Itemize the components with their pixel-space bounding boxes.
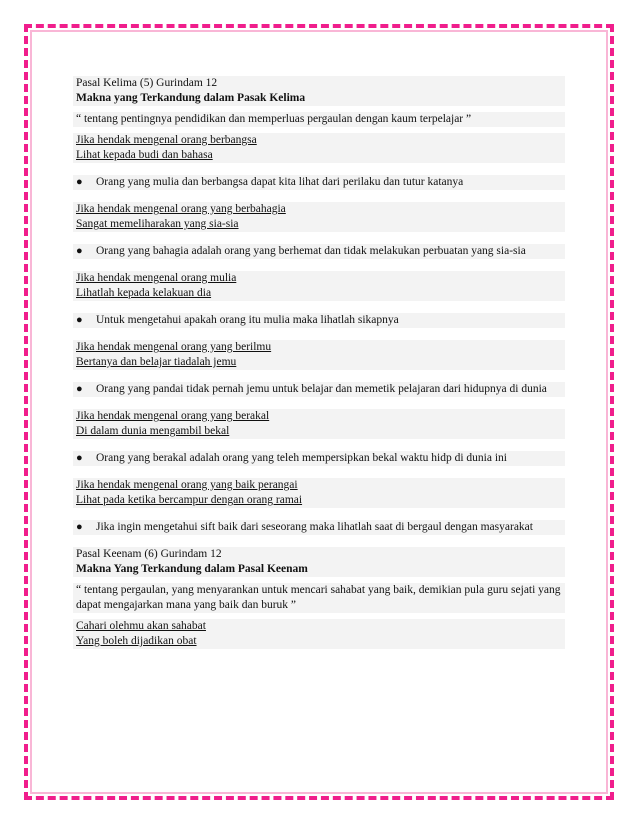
meaning-text: Orang yang mulia dan berbangsa dapat kita lihat dari perilaku dan tutur katanya [96, 176, 464, 188]
bullet-icon: ● [76, 314, 83, 326]
meaning-bullet [73, 313, 565, 328]
section2-title: Makna Yang Terkandung dalam Pasal Keenam [73, 562, 565, 577]
verse-line-1: Jika hendak mengenal orang yang berbahagia [73, 202, 565, 217]
section1-title: Makna yang Terkandung dalam Pasak Kelima [73, 91, 565, 106]
bullet-icon: ● [76, 176, 83, 188]
verse-line-1: Jika hendak mengenal orang mulia [73, 271, 565, 286]
section2-header: Pasal Keenam (6) Gurindam 12 [73, 547, 565, 562]
verse-line-2: Di dalam dunia mengambil bekal [73, 424, 565, 439]
meaning-bullet [73, 451, 565, 466]
meaning-text: Orang yang bahagia adalah orang yang berhemat dan tidak melakukan perbuatan yang sia-sia [96, 245, 526, 257]
verse-line-2: Lihatlah kepada kelakuan dia [73, 286, 565, 301]
verse-line-2: Sangat memeliharakan yang sia-sia [73, 217, 565, 232]
meaning-text: Orang yang pandai tidak pernah jemu untuk belajar dan memetik pelajaran dari hidupnya di dunia [96, 383, 547, 395]
meaning-text: Untuk mengetahui apakah orang itu mulia maka lihatlah sikapnya [96, 314, 399, 326]
verse-line-1: Jika hendak mengenal orang yang berilmu [73, 340, 565, 355]
verse-line-2: Lihat pada ketika bercampur dengan orang ramai [73, 493, 565, 508]
section2-quote: “ tentang pergaulan, yang menyarankan untuk mencari sahabat yang baik, demikian pula guru sejati yang dapat mengajarkan mana yang baik dan buruk ” [73, 583, 565, 613]
section1-quote: “ tentang pentingnya pendidikan dan memperluas pergaulan dengan kaum terpelajar ” [73, 112, 565, 127]
verse-line-2: Lihat kepada budi dan bahasa [73, 148, 565, 163]
document-body [73, 76, 565, 649]
verse-line-1: Jika hendak mengenal orang yang baik perangai [73, 478, 565, 493]
bullet-icon: ● [76, 521, 83, 533]
meaning-text: Jika ingin mengetahui sift baik dari seseorang maka lihatlah saat di bergaul dengan masyarakat [96, 521, 533, 533]
bullet-icon: ● [76, 452, 83, 464]
meaning-bullet [73, 175, 565, 190]
verse-line-1: Jika hendak mengenal orang berbangsa [73, 133, 565, 148]
bullet-icon: ● [76, 245, 83, 257]
verse-line-2: Bertanya dan belajar tiadalah jemu [73, 355, 565, 370]
verse-line-1: Cahari olehmu akan sahabat [73, 619, 565, 634]
meaning-bullet [73, 244, 565, 259]
meaning-bullet [73, 382, 565, 397]
meaning-bullet [73, 520, 565, 535]
bullet-icon: ● [76, 383, 83, 395]
verse-line-2: Yang boleh dijadikan obat [73, 634, 565, 649]
verse-line-1: Jika hendak mengenal orang yang berakal [73, 409, 565, 424]
section1-header: Pasal Kelima (5) Gurindam 12 [73, 76, 565, 91]
meaning-text: Orang yang berakal adalah orang yang teleh mempersipkan bekal waktu hidp di dunia ini [96, 452, 507, 464]
